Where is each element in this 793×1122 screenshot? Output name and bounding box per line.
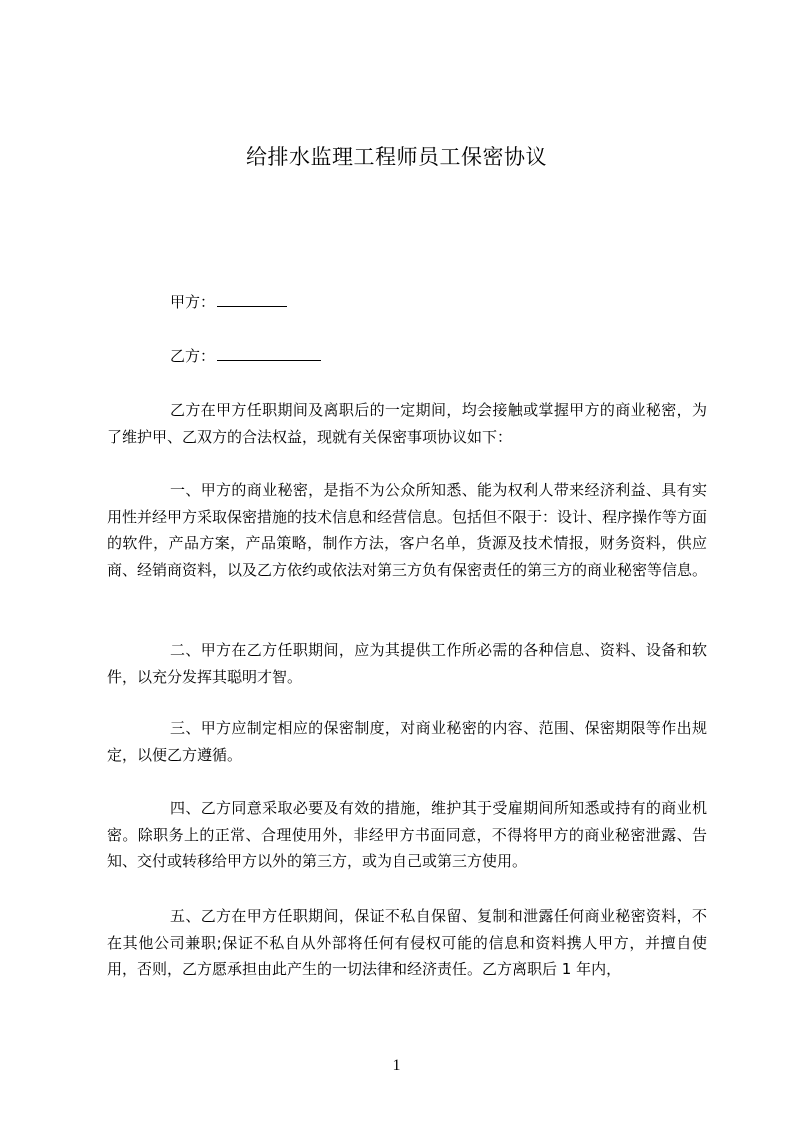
party-a-label: 甲方： <box>170 293 216 311</box>
party-b-line <box>170 346 321 366</box>
document-title: 给排水监理工程师员工保密协议 <box>246 145 547 169</box>
clause-3-paragraph: 三、甲方应制定相应的保密制度，对商业秘密的内容、范围、保密期限等作出规定，以便乙方遵循。 <box>107 719 707 764</box>
party-a-blank <box>217 292 287 307</box>
clause-4-paragraph: 四、乙方同意采取必要及有效的措施，维护其于受雇期间所知悉或持有的商业机密。除职务上的正常、合理使用外，非经甲方书面同意，不得将甲方的商业秘密泄露、告知、交付或转移给甲方以外的第三方，或为自己或第三方使用。 <box>107 799 707 870</box>
party-b-blank <box>217 346 321 361</box>
page-number: 1 <box>392 1057 401 1074</box>
party-b-label: 乙方： <box>170 347 216 365</box>
clause-2-paragraph: 二、甲方在乙方任职期间，应为其提供工作所必需的各种信息、资料、设备和软件，以充分发挥其聪明才智。 <box>107 641 707 686</box>
clause-1-paragraph: 一、甲方的商业秘密，是指不为公众所知悉、能为权利人带来经济利益、具有实用性并经甲方采取保密措施的技术信息和经营信息。包括但不限于：设计、程序操作等方面的软件，产品方案，产品策略，制作方法，客户名单，货源及技术情报，财务资料，供应商、经销商资料，以及乙方依约或依法对第三方负有保密责任的第三方的商业秘密等信息。 <box>107 481 708 579</box>
party-a-line <box>170 292 287 312</box>
clause-5-paragraph: 五、乙方在甲方任职期间，保证不私自保留、复制和泄露任何商业秘密资料，不在其他公司兼职;保证不私自从外部将任何有侵权可能的信息和资料携人甲方，并擅自使用，否则，乙方愿承担由此产生的一切法律和经济责任。乙方离职后 1 年内， <box>107 907 707 978</box>
intro-paragraph: 乙方在甲方任职期间及离职后的一定期间，均会接触或掌握甲方的商业秘密，为了维护甲、乙双方的合法权益，现就有关保密事项协议如下： <box>107 401 707 446</box>
